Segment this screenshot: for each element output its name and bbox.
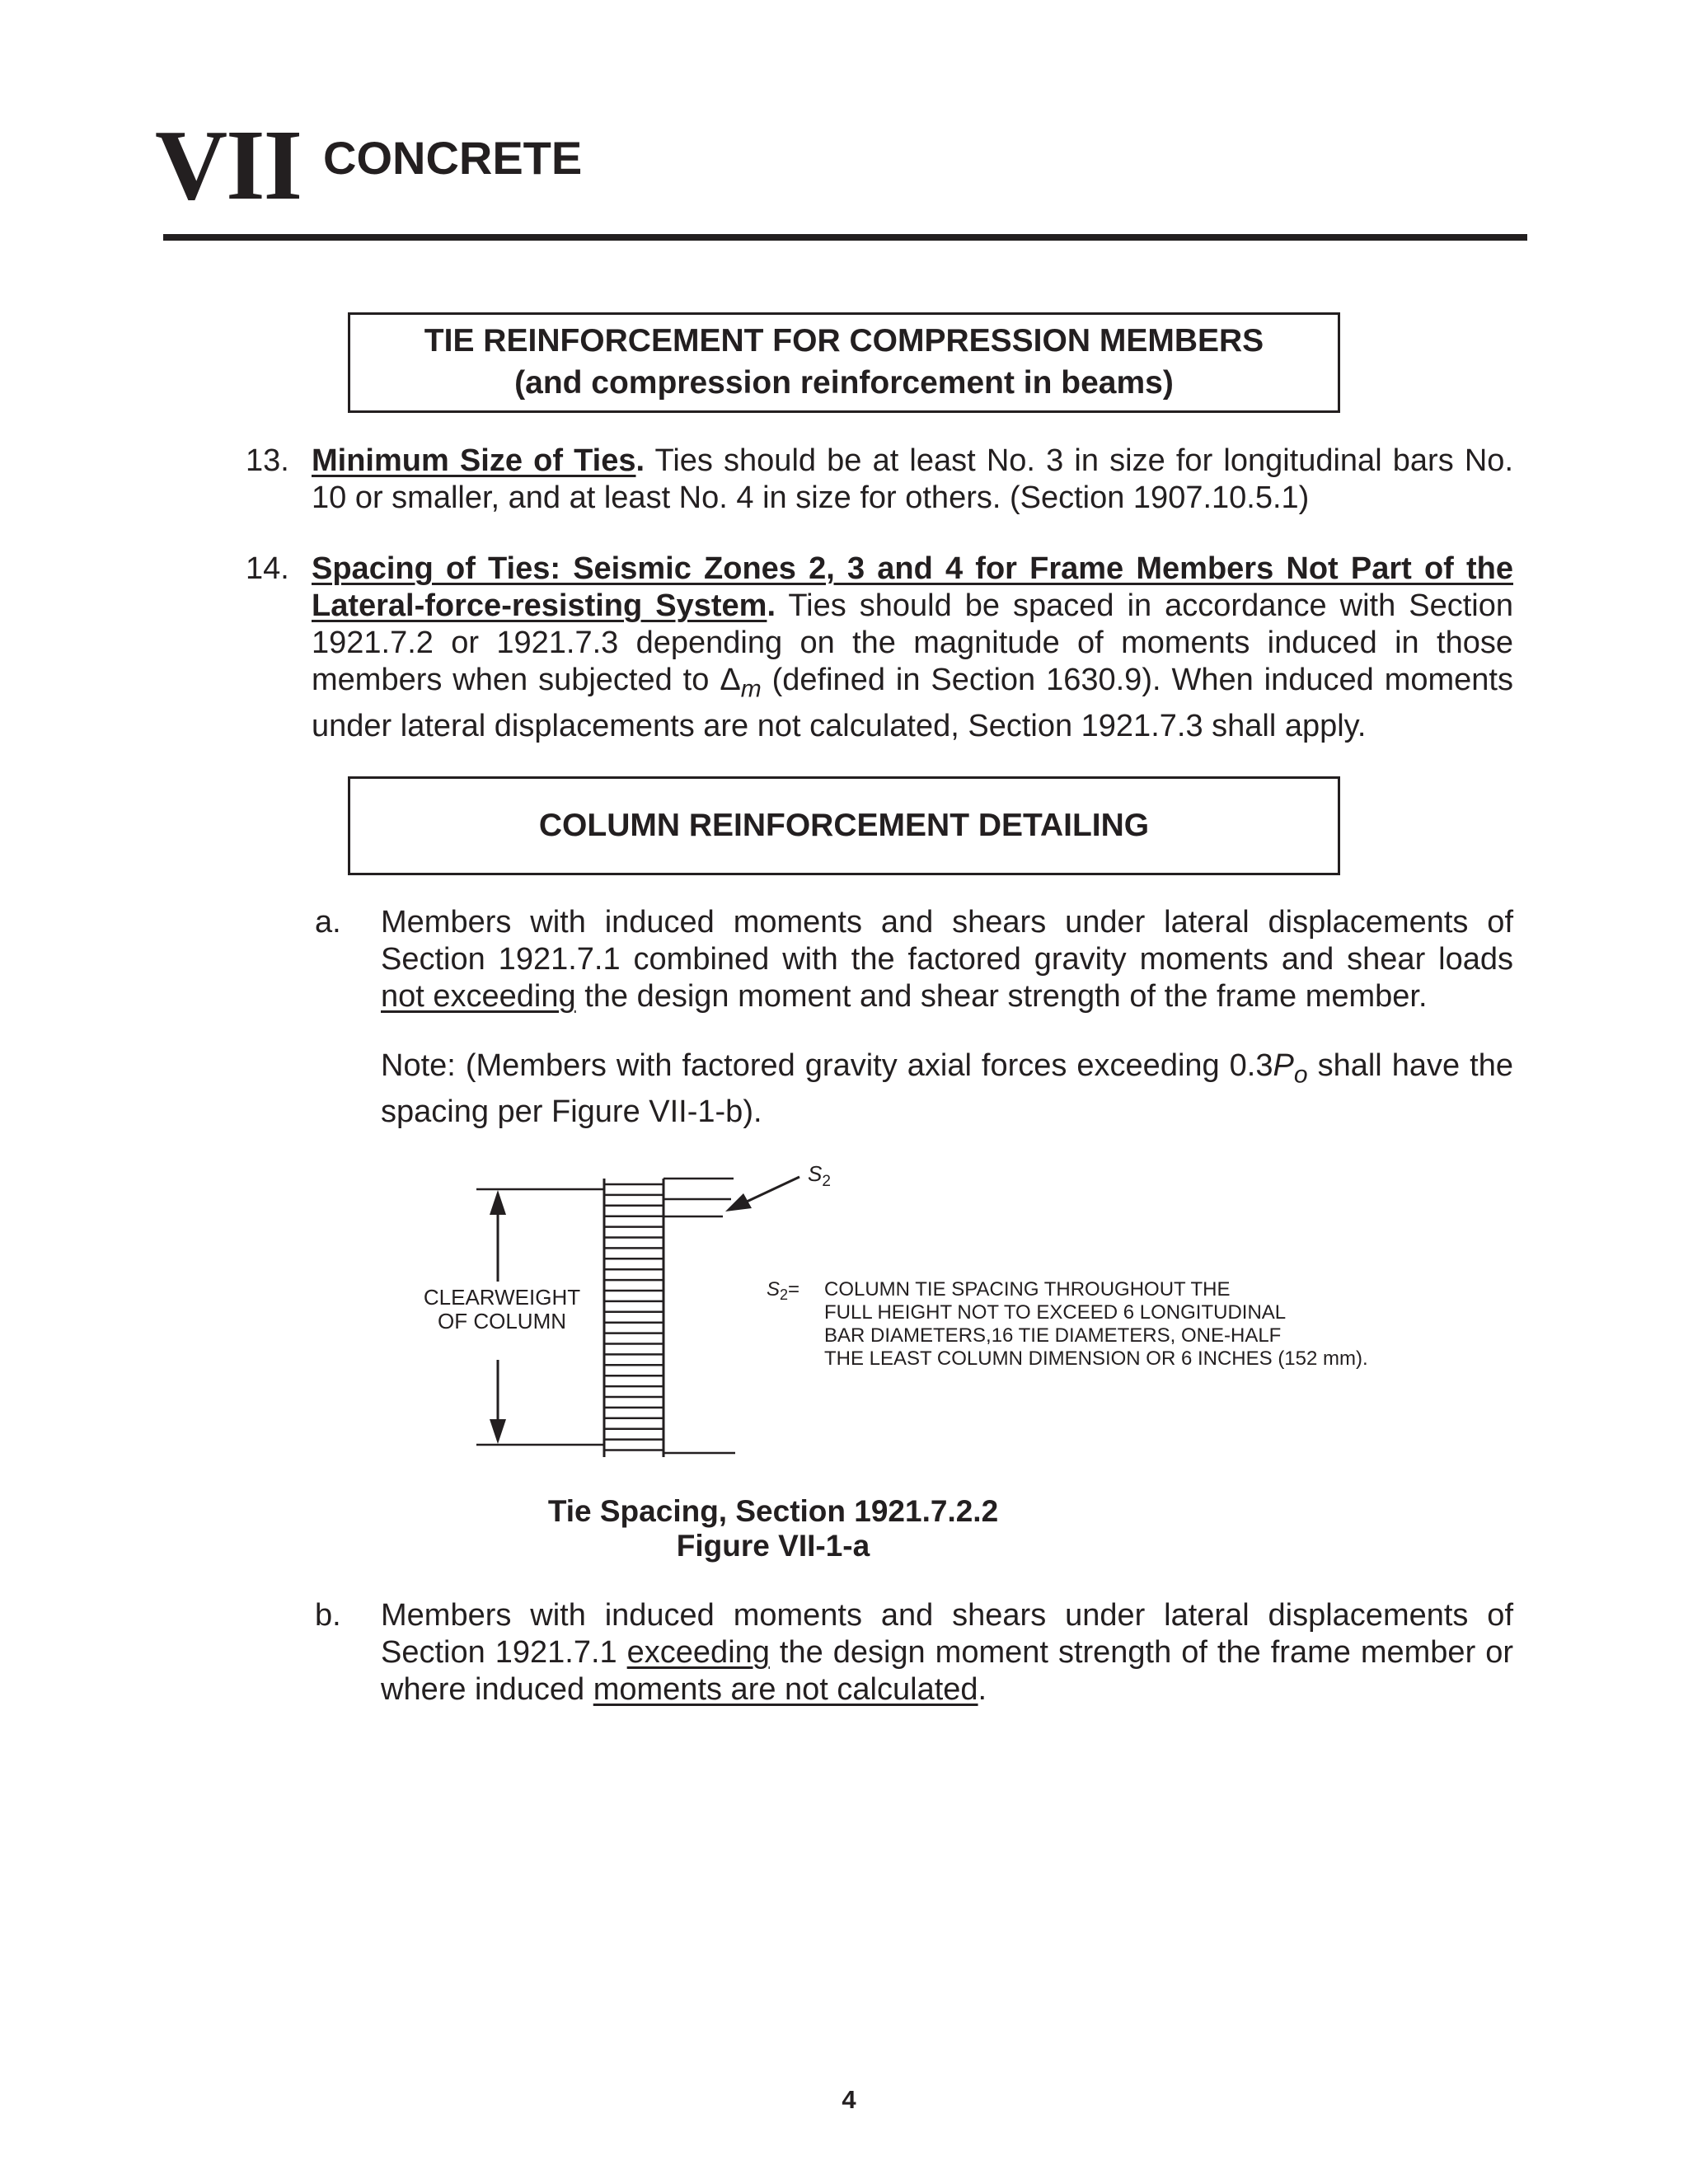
box-title-line1: TIE REINFORCEMENT FOR COMPRESSION MEMBERS [424,323,1264,359]
page-number: 4 [842,2085,856,2114]
delta-symbol: Δ [720,663,741,697]
s2-definition-line3: BAR DIAMETERS,16 TIE DIAMETERS, ONE-HALF [824,1324,1282,1347]
item-b-text2: the design moment strength of the frame member or where induced [381,1635,1514,1707]
s2-definition-symbol: $S_2=$ [767,1278,800,1303]
chapter-numeral: VII [155,110,302,221]
item-a-letter: a. [315,905,341,940]
item-a-underlined: not exceeding [381,979,576,1014]
item-a-text1: Members with induced moments and shears under lateral displacements of Section 1921.7.1 combined with the factored gravity moments and shear loads [381,905,1513,977]
s2-definition-line4: THE LEAST COLUMN DIMENSION OR 6 INCHES (152 mm). [824,1347,1368,1370]
note-p-subscript: o [1293,1061,1308,1089]
item-b-text1: Members with induced moments and shears under lateral displacements of Section 1921.7.1 [381,1598,1513,1670]
figure-caption-line1: Tie Spacing, Section 1921.7.2.2 [547,1494,999,1528]
s2-leader-line [747,1177,799,1202]
item-14-text-before: Ties should be spaced in accordance with Section 1921.7.2 or 1921.7.3 depending on the magnitude of moments induced in those members when subjected to [312,588,1513,697]
box-title-line2: (and compression reinforcement in beams) [514,365,1174,401]
note-text-before: Note: (Members with factored gravity axial forces exceeding 0.3 [381,1048,1273,1083]
s2-leader-arrow-icon [725,1193,752,1212]
chapter-title: CONCRETE [323,132,583,184]
delta-subscript: m [740,675,762,703]
item-14-heading: Spacing of Ties: Seismic Zones 2, 3 and 4 for Frame Members Not Part of the Lateral-force-resisting System [312,551,1513,623]
item-13-text: Ties should be at least No. 3 in size for longitudinal bars No. 10 or smaller, and at least No. 4 in size for others. (Section 1907.10.5.1) [312,443,1513,515]
item-13-heading-period: . [635,443,645,478]
s2-definition-line1: COLUMN TIE SPACING THROUGHOUT THE [824,1278,1231,1301]
clear-height-label-line2: OF COLUMN [438,1309,566,1333]
clear-height-label-line1: CLEARWEIGHT [423,1285,581,1310]
item-13-number: 13. [246,443,289,478]
box-column-title: COLUMN REINFORCEMENT DETAILING [538,807,1150,843]
item-13-heading: Minimum Size of Ties [312,443,636,478]
item-14-text-after: (defined in Section 1630.9). When induced moments under lateral displacements are not calculated, Section 1921.7.3 shall apply. [312,663,1513,743]
note-p-symbol: P [1273,1048,1294,1083]
item-b-underlined1: exceeding [626,1635,770,1670]
item-b-underlined2: moments are not calculated [593,1672,978,1707]
item-14-heading-period: . [767,588,776,623]
note-text-after: shall have the spacing per Figure VII-1-b). [381,1048,1513,1129]
item-b-letter: b. [315,1598,341,1633]
figure-caption-line2: Figure VII-1-a [676,1529,870,1563]
dimension-arrow-up-icon [490,1190,506,1215]
s2-label: $S_2$ [808,1161,831,1190]
figure-caption [485,1494,1062,1563]
dimension-arrow-down-icon [490,1419,506,1444]
item-b-paragraph [381,1597,1513,1708]
s2-definition-line2: FULL HEIGHT NOT TO EXCEED 6 LONGITUDINAL [824,1301,1287,1324]
item-a-text2: the design moment and shear strength of the frame member. [575,979,1428,1014]
item-14-number: 14. [246,551,289,586]
item-b-text3: . [978,1672,987,1707]
